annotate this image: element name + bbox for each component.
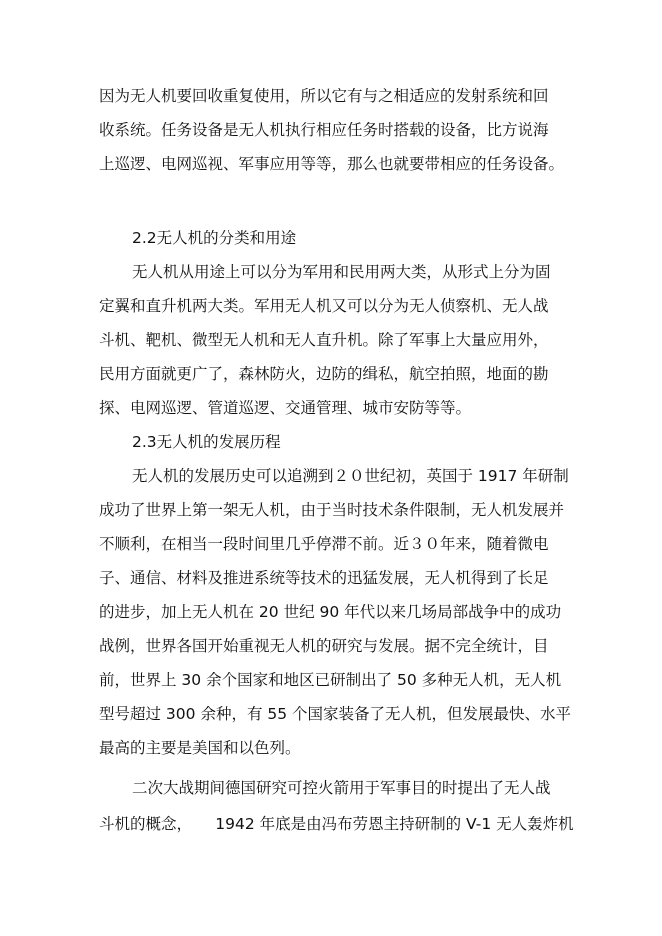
text-line: 上巡逻、电网巡视、军事应用等等，那么也就要带相应的任务设备。 — [99, 155, 565, 173]
text-line: 前，世界上 30 余个国家和地区已研制出了 50 多种无人机，无人机 — [99, 671, 562, 689]
text-line: 战例，世界各国开始重视无人机的研究与发展。据不完全统计，目 — [99, 637, 549, 655]
text-line: 不顺利，在相当一段时间里几乎停滞不前。近３０年来，随着微电 — [99, 535, 549, 553]
text-line: 斗机的概念， 1942 年底是由冯布劳恩主持研制的 V-1 无人轰炸机 — [99, 815, 574, 833]
text-line: 成功了世界上第一架无人机，由于当时技术条件限制，无人机发展并 — [99, 501, 565, 519]
text-line: 探、电网巡逻、管道巡逻、交通管理、城市安防等等。 — [99, 399, 472, 417]
text-line: 收系统。任务设备是无人机执行相应任务时搭载的设备，比方说海 — [99, 121, 549, 139]
text-line: 无人机从用途上可以分为军用和民用两大类，从形式上分为固 — [132, 263, 551, 281]
text-line: 的进步，加上无人机在 20 世纪 90 年代以来几场局部战争中的成功 — [99, 603, 562, 621]
text-line: 无人机的发展历史可以追溯到２０世纪初，英国于 1917 年研制 — [132, 467, 569, 485]
text-line: 定翼和直升机两大类。军用无人机又可以分为无人侦察机、无人战 — [99, 297, 549, 315]
section-heading: 2.2无人机的分类和用途 — [132, 229, 297, 247]
text-line: 斗机、靶机、微型无人机和无人直升机。除了军事上大量应用外， — [99, 331, 549, 349]
text-line: 子、通信、材料及推进系统等技术的迅猛发展，无人机得到了长足 — [99, 569, 549, 587]
text-line: 二次大战期间德国研究可控火箭用于军事目的时提出了无人战 — [132, 779, 551, 797]
text-line: 最高的主要是美国和以色列。 — [99, 739, 301, 757]
section-heading: 2.3无人机的发展历程 — [132, 433, 281, 451]
text-line: 型号超过 300 余种，有 55 个国家装备了无人机，但发展最快、水平 — [99, 705, 572, 723]
text-line: 民用方面就更广了，森林防火，边防的缉私，航空拍照，地面的勘 — [99, 365, 549, 383]
text-line: 因为无人机要回收重复使用，所以它有与之相适应的发射系统和回 — [99, 87, 549, 105]
